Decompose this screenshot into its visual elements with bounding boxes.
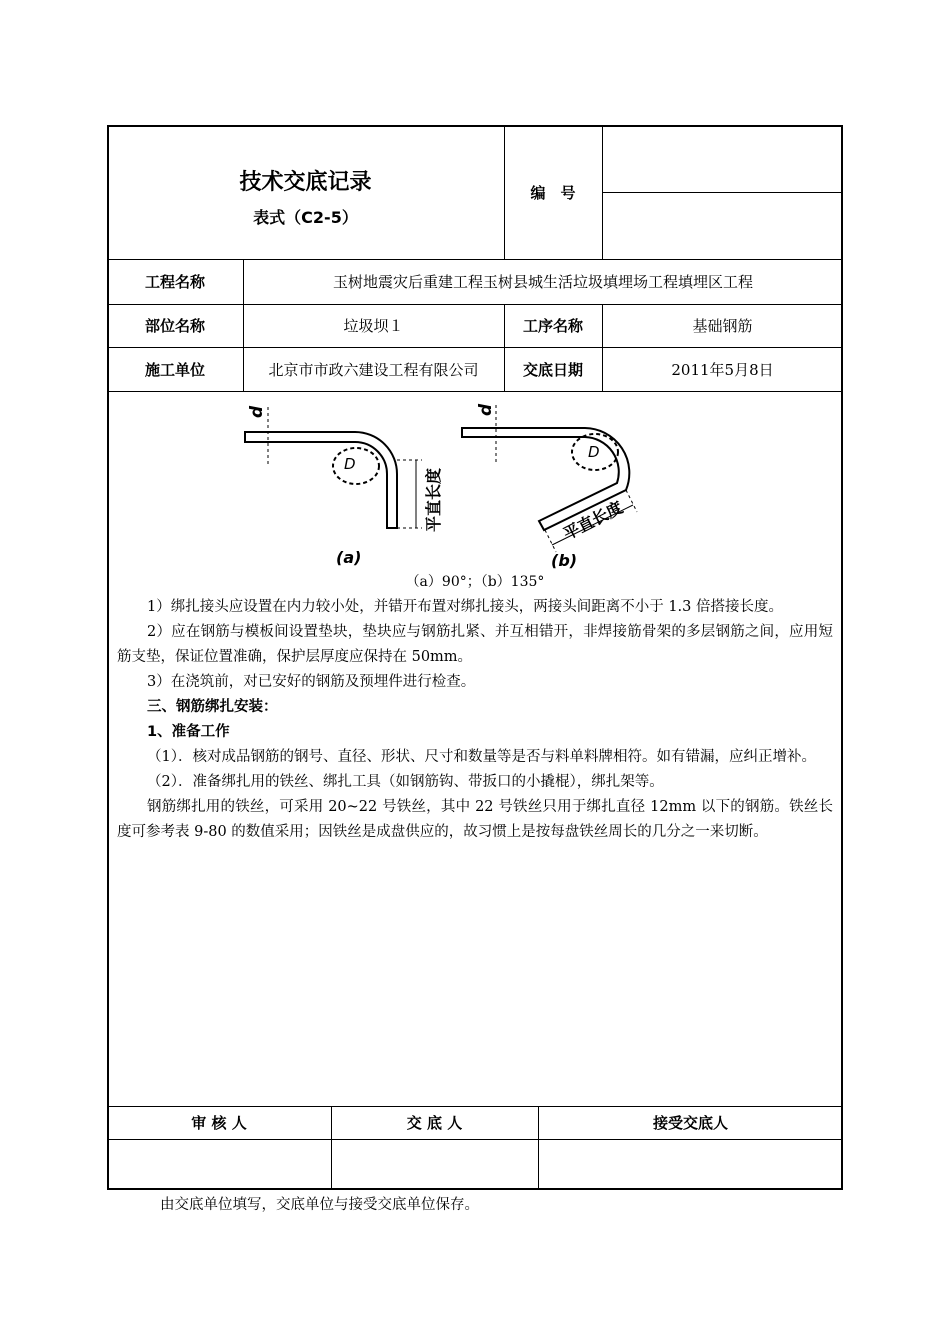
paragraph-1: 1）绑扎接头应设置在内力较小处，并错开布置对绑扎接头，两接头间距离不小于 1.3 倍搭接长度。 <box>147 599 783 615</box>
label-d-b: d <box>476 403 496 416</box>
row-divider <box>107 391 843 392</box>
paragraph-2: 2）应在钢筋与模板间设置垫块，垫块应与钢筋扎紧、并互相错开，非焊接筋骨架的多层钢筋之间，应用短筋支垫，保证位置准确，保护层厚度应保持在 50mm。 <box>117 624 833 665</box>
page-title: 技术交底记录 <box>239 169 372 195</box>
number-field-1[interactable] <box>602 125 843 192</box>
label-b: (b) <box>551 551 578 570</box>
receiver-label: 接受交底人 <box>652 1114 728 1132</box>
unit-value: 北京市市政六建设工程有限公司 <box>268 360 479 379</box>
subsection-heading: 1、准备工作 <box>147 724 230 740</box>
form-code: 表式（C2-5） <box>253 207 358 227</box>
project-label: 工程名称 <box>144 273 205 291</box>
part-value: 垃圾坝１ <box>343 317 404 335</box>
label-D-b: D <box>588 443 600 461</box>
part-label: 部位名称 <box>144 317 205 335</box>
paragraph-6: 钢筋绑扎用的铁丝，可采用 20~22 号铁丝，其中 22 号铁丝只用于绑扎直径 12mm 以下的钢筋。铁丝长度可参考表 9-80 的数值采用；因铁丝是成盘供应的，故习惯上是按每盘铁丝周长的几分之一来切断。 <box>117 799 833 840</box>
process-value: 基础钢筋 <box>692 317 753 335</box>
discloser-label: 交 底 人 <box>406 1114 463 1132</box>
project-value: 玉树地震灾后重建工程玉树县城生活垃圾填埋场工程填埋区工程 <box>332 273 753 291</box>
receiver-signature-field[interactable] <box>538 1139 843 1190</box>
unit-label: 施工单位 <box>144 360 205 379</box>
footer-note: 由交底单位填写，交底单位与接受交底单位保存。 <box>160 1197 479 1213</box>
reviewer-label: 审 核 人 <box>191 1114 247 1132</box>
disclosure-content <box>117 595 833 845</box>
label-a: (a) <box>336 548 362 567</box>
date-value: 2011年5月8日 <box>671 360 774 379</box>
number-field-2[interactable] <box>602 192 843 259</box>
number-label: 编 号 <box>530 183 576 202</box>
label-D-a: D <box>344 455 356 473</box>
reviewer-signature-field[interactable] <box>107 1139 331 1190</box>
process-label: 工序名称 <box>522 317 583 335</box>
date-label: 交底日期 <box>522 360 583 379</box>
paragraph-5: （2）．准备绑扎用的铁丝、绑扎工具（如钢筋钩、带扳口的小撬棍），绑扎架等。 <box>147 774 664 790</box>
paragraph-3: 3）在浇筑前，对已安好的钢筋及预埋件进行检查。 <box>147 674 476 690</box>
section-heading: 三、钢筋绑扎安装： <box>147 699 278 715</box>
label-d-a: d <box>247 405 267 418</box>
paragraph-4: （1）．核对成品钢筋的钢号、直径、形状、尺寸和数量等是否与料单料牌相符。如有错漏，应纠正增补。 <box>147 749 816 765</box>
discloser-signature-field[interactable] <box>331 1139 538 1190</box>
figure-caption: （a）90°；（b）135° <box>405 574 545 590</box>
label-length-b: 平直长度 <box>560 497 626 544</box>
label-length-a: 平直长度 <box>424 467 443 532</box>
